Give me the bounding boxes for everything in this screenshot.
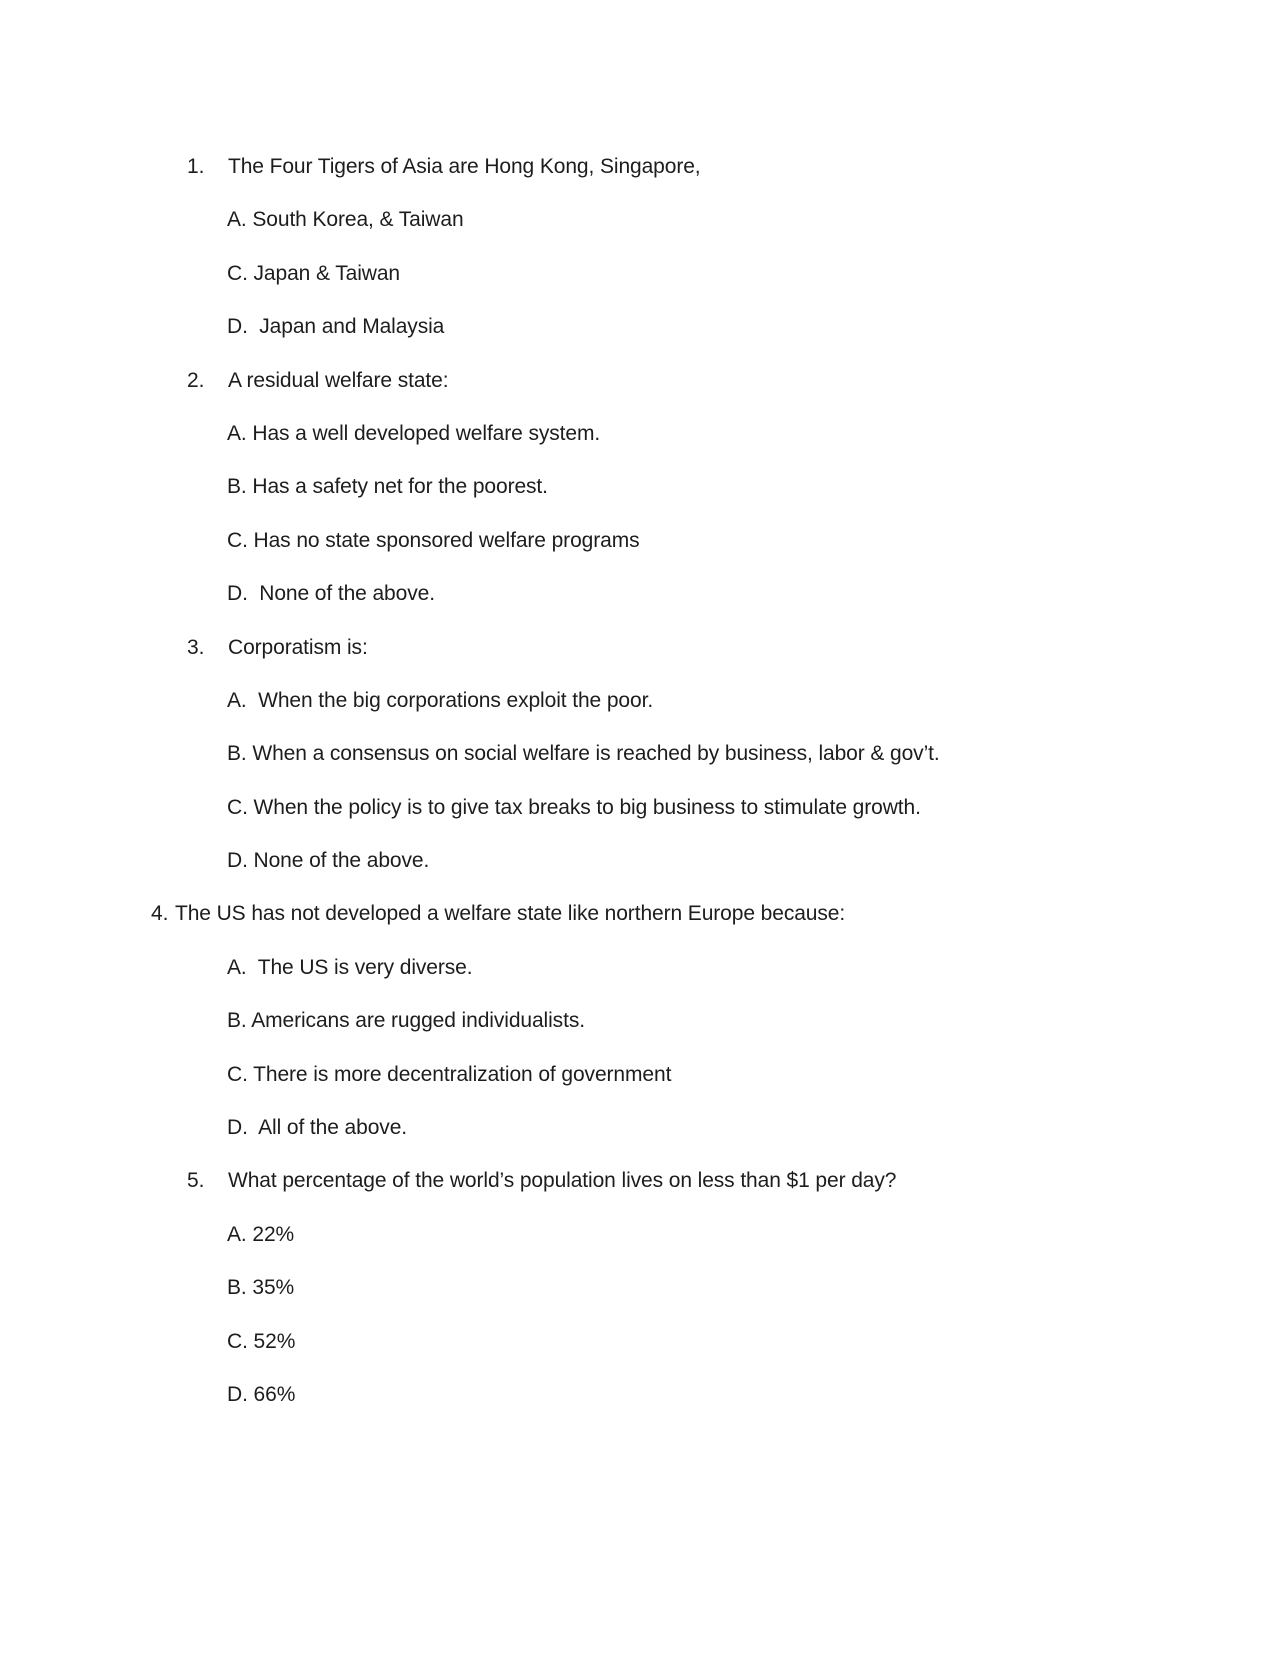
question-5-number: 5.: [187, 1169, 205, 1193]
question-4-option-b: B. Americans are rugged individualists.: [227, 1009, 585, 1033]
question-4-text: The US has not developed a welfare state like northern Europe because:: [175, 902, 846, 926]
question-1: [0, 140, 1280, 193]
question-4-option-a: A. The US is very diverse.: [227, 955, 473, 979]
question-4-number: 4.: [151, 902, 169, 926]
question-4: [0, 887, 1280, 940]
question-4-option-c: C. There is more decentralization of government: [227, 1062, 672, 1086]
question-2-text: A residual welfare state:: [228, 368, 449, 392]
question-3-option-b: B. When a consensus on social welfare is reached by business, labor & gov’t.: [227, 742, 940, 766]
question-5-option-d: D. 66%: [227, 1382, 296, 1406]
question-1-option-c: C. Japan & Taiwan: [227, 261, 401, 285]
question-2-option-a: A. Has a well developed welfare system.: [227, 421, 601, 445]
question-5-option-a: A. 22%: [227, 1222, 295, 1246]
question-2-option-c: C. Has no state sponsored welfare programs: [227, 528, 640, 552]
question-1-number: 1.: [187, 155, 205, 178]
question-2-option-b: B. Has a safety net for the poorest.: [227, 475, 548, 499]
question-3: [0, 621, 1280, 674]
question-3-option-c: C. When the policy is to give tax breaks to big business to stimulate growth.: [227, 795, 921, 819]
question-1-text: The Four Tigers of Asia are Hong Kong, Singapore,: [228, 155, 701, 178]
question-5-option-b: B. 35%: [227, 1276, 295, 1300]
question-5-text: What percentage of the world’s population lives on less than $1 per day?: [228, 1169, 897, 1193]
question-3-text: Corporatism is:: [228, 635, 368, 659]
question-1-option-d: D. Japan and Malaysia: [227, 315, 445, 339]
question-2-option-d: D. None of the above.: [227, 582, 435, 606]
question-3-option-d: D. None of the above.: [227, 849, 430, 873]
question-1-option-a: A. South Korea, & Taiwan: [227, 208, 464, 232]
question-4-option-d: D. All of the above.: [227, 1116, 408, 1140]
question-5: [0, 1154, 1280, 1207]
question-3-number: 3.: [187, 635, 205, 659]
question-2-number: 2.: [187, 368, 205, 392]
question-5-option-c: C. 52%: [227, 1329, 296, 1353]
question-2: [0, 354, 1280, 407]
question-3-option-a: A. When the big corporations exploit the poor.: [227, 688, 654, 712]
